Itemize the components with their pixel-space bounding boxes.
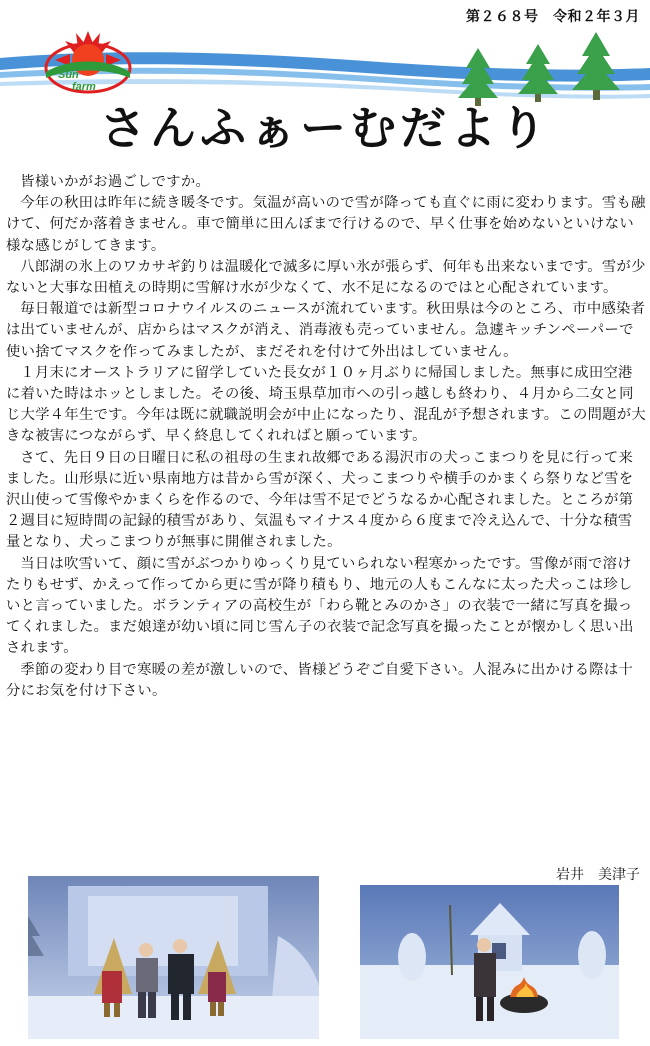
paragraph: 今年の秋田は昨年に続き暖冬です。気温が高いので雪が降っても直ぐに雨に変わります。雪も融けて、何だか落着きません。車で簡単に田んぼまで行けるので、早く仕事を始めないといけない様な感じがしてきます。 <box>6 195 646 254</box>
issue-number: 第２６８号 令和２年３月 <box>466 9 640 25</box>
paragraph: さて、先日９日の日曜日に私の祖母の生まれ故郷である湯沢市の犬っこまつりを見に行って来ました。山形県に近い県南地方は昔から雪が深く、犬っこまつりや横手のかまくら祭りなど雪を沢山使って雪像やかまくらを作るので、今年は雪不足でどうなるか心配されました。ところが第２週目に短時間の記録的積雪があり、気温もマイナス４度から６度まで冷え込んで、十分な積雪量となり、犬っこまつりが無事に開催されました。 <box>6 449 634 551</box>
newsletter-title: さんふぁーむだより <box>100 101 550 155</box>
paragraph: 八郎湖の氷上のワカサギ釣りは温暖化で滅多に厚い氷が張らず、何年も出来ないまです。雪が少ないと大事な田植えの時期に雪解け水が少なくて、水不足になるのではと心配されています。 <box>6 258 646 297</box>
header-banner <box>0 28 650 108</box>
paragraph: 季節の変わり目で寒暖の差が激しいので、皆様どうぞご自愛下さい。人混みに出かける際は十分にお気を付け下さい。 <box>6 661 634 699</box>
snow-festival-photo-fire <box>360 885 619 1039</box>
paragraph: 毎日報道では新型コロナウイルスのニュースが流れています。秋田県は今のところ、市中感染者は出ていませんが、店からはマスクが消え、消毒液も売っていません。急遽キッチンペーパーで使い捨てマスクを作ってみましたが、まだそれを付けて外出はしていません。 <box>6 301 646 360</box>
paragraph: 当日は吹雪いて、顔に雪がぶつかりゆっくり見ていられない程寒かったです。雪像が雨で溶けたりもせず、かえって作ってから更に雪が降り積もり、地元の人もこんなに太った犬っこは珍しいと言っていました。ボランティアの高校生が「わら靴とみのかさ」の衣装で一緒に写真を撮ってくれました。まだ娘達が幼い頃に同じ雪ん子の衣装で記念写真を撮ったことが懐かしく思い出されます。 <box>6 555 634 657</box>
logo-text-sun: Sun <box>58 69 79 81</box>
paragraph: 皆様いかがお過ごしですか。 <box>20 174 211 190</box>
article-body <box>6 172 646 702</box>
logo-text-farm: farm <box>72 81 96 93</box>
snow-festival-photo-group <box>28 876 319 1039</box>
pine-tree-icon <box>572 32 620 100</box>
paragraph: １月末にオーストラリアに留学していた長女が１０ヶ月ぶりに帰国しました。無事に成田空港に着いた時はホッとしました。その後、埼玉県草加市への引っ越しも終わり、４月から二女と同じ大学４年生です。今年は既に就職説明会が中止になったり、混乱が予想されます。この問題が大きな被害につながらず、早く終息してくれればと願っています。 <box>6 364 646 445</box>
author-name: 岩井 美津子 <box>556 867 640 883</box>
